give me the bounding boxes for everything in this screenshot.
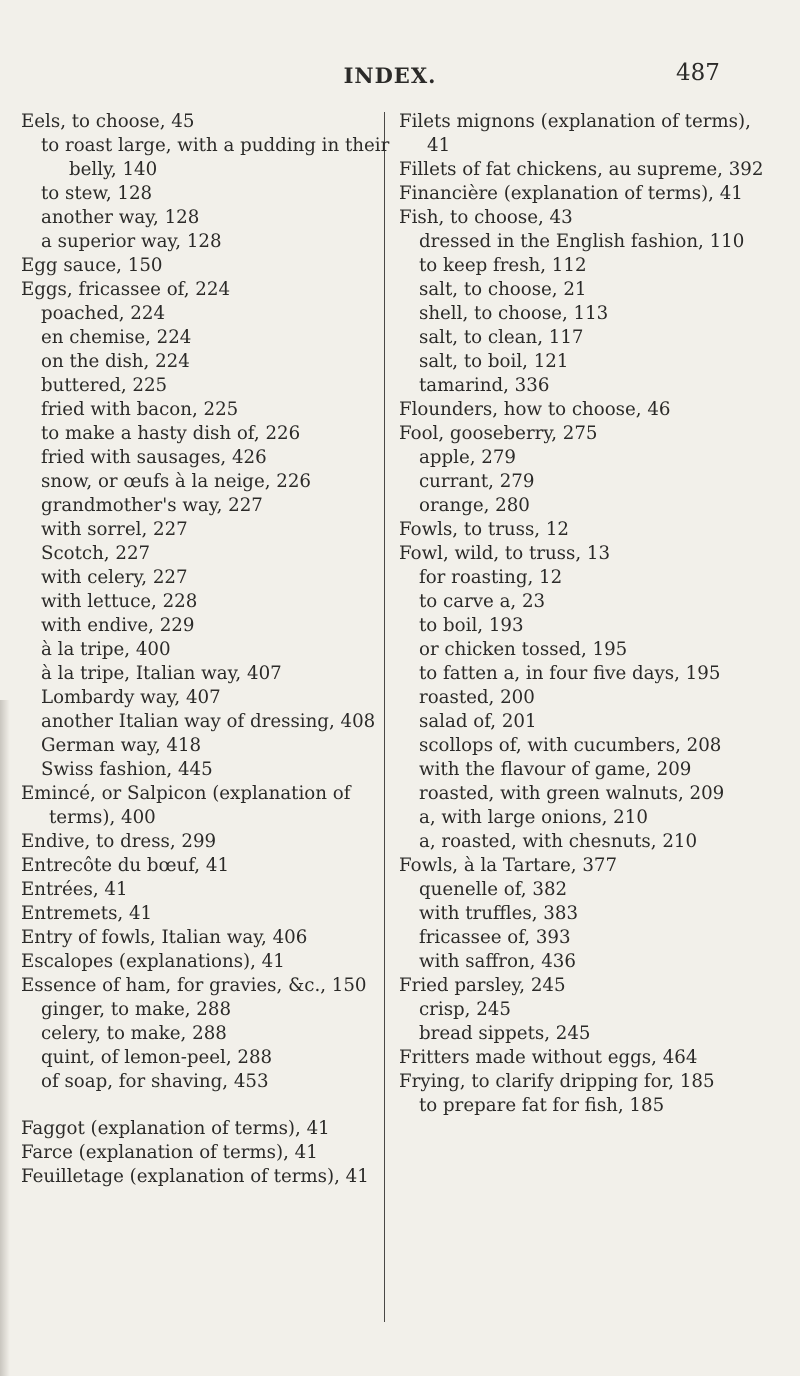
index-subentry: to carve a, 23 <box>419 591 546 612</box>
index-subentry: bread sippets, 245 <box>419 1023 591 1044</box>
index-entry: Flounders, how to choose, 46 <box>399 399 671 420</box>
index-subentry: with saffron, 436 <box>419 951 576 972</box>
index-subentry: to fatten a, in four five days, 195 <box>419 663 721 684</box>
index-entry: Entrecôte du bœuf, 41 <box>21 855 230 876</box>
index-subentry: roasted, with green walnuts, 209 <box>419 783 725 804</box>
index-subentry: scollops of, with cucumbers, 208 <box>419 735 722 756</box>
index-subentry: a, roasted, with chesnuts, 210 <box>419 831 698 852</box>
index-subentry: another way, 128 <box>41 207 200 228</box>
index-subentry: fried with sausages, 426 <box>41 447 267 468</box>
index-subentry: to stew, 128 <box>41 183 153 204</box>
index-subentry: with celery, 227 <box>41 567 188 588</box>
index-subentry: with truffles, 383 <box>419 903 579 924</box>
index-subentry: à la tripe, Italian way, 407 <box>41 663 282 684</box>
index-subentry: to make a hasty dish of, 226 <box>41 423 301 444</box>
index-column-left <box>21 110 393 1189</box>
index-subentry: à la tripe, 400 <box>41 639 171 660</box>
page-title: INDEX. <box>343 63 437 88</box>
index-subentry: fricassee of, 393 <box>419 927 571 948</box>
index-entry: Fowls, to truss, 12 <box>399 519 569 540</box>
index-subentry: to prepare fat for fish, 185 <box>419 1095 665 1116</box>
index-subentry: celery, to make, 288 <box>41 1023 227 1044</box>
index-subentry: with sorrel, 227 <box>41 519 188 540</box>
index-subentry: a, with large onions, 210 <box>419 807 648 828</box>
index-subentry: Swiss fashion, 445 <box>41 759 213 780</box>
index-entry: Fowls, à la Tartare, 377 <box>399 855 618 876</box>
index-subentry: quenelle of, 382 <box>419 879 568 900</box>
index-entry: Eels, to choose, 45 <box>21 111 195 132</box>
index-subentry: a superior way, 128 <box>41 231 222 252</box>
index-subentry: fried with bacon, 225 <box>41 399 239 420</box>
index-entry: Faggot (explanation of terms), 41 <box>21 1118 330 1139</box>
index-subentry: with endive, 229 <box>41 615 195 636</box>
index-subentry: tamarind, 336 <box>419 375 550 396</box>
index-subentry: Scotch, 227 <box>41 543 151 564</box>
index-subentry: Lombardy way, 407 <box>41 687 221 708</box>
index-subentry: to keep fresh, 112 <box>419 255 587 276</box>
index-subentry: quint, of lemon-peel, 288 <box>41 1047 273 1068</box>
index-entry: Endive, to dress, 299 <box>21 831 217 852</box>
index-entry: Entry of fowls, Italian way, 406 <box>21 927 308 948</box>
index-entry: Fritters made without eggs, 464 <box>399 1047 698 1068</box>
index-subentry: currant, 279 <box>419 471 535 492</box>
index-entry: Fish, to choose, 43 <box>399 207 573 228</box>
index-subentry: grandmother's way, 227 <box>41 495 263 516</box>
index-entry: Fried parsley, 245 <box>399 975 566 996</box>
index-entry: Essence of ham, for gravies, &c., 150 <box>21 975 367 996</box>
index-entry: Financière (explanation of terms), 41 <box>399 183 743 204</box>
index-entry: Egg sauce, 150 <box>21 255 163 276</box>
index-entry: Fowl, wild, to truss, 13 <box>399 543 611 564</box>
index-entry: Filets mignons (explanation of terms), 41 <box>399 111 751 156</box>
index-subentry: crisp, 245 <box>419 999 511 1020</box>
index-subentry: poached, 224 <box>41 303 166 324</box>
index-entry: Escalopes (explanations), 41 <box>21 951 285 972</box>
page-number: 487 <box>676 60 720 86</box>
index-entry: Emincé, or Salpicon (explanation of terms), 400 <box>21 783 351 828</box>
index-subentry: buttered, 225 <box>41 375 168 396</box>
index-subentry: salt, to boil, 121 <box>419 351 569 372</box>
index-entry: Entremets, 41 <box>21 903 153 924</box>
index-entry: Frying, to clarify dripping for, 185 <box>399 1071 715 1092</box>
index-entry: Fillets of fat chickens, au supreme, 392 <box>399 159 764 180</box>
index-subentry: ginger, to make, 288 <box>41 999 232 1020</box>
index-subentry: of soap, for shaving, 453 <box>41 1071 269 1092</box>
index-subentry: dressed in the English fashion, 110 <box>419 231 745 252</box>
index-entry: Feuilletage (explanation of terms), 41 <box>21 1166 369 1187</box>
binding-shadow <box>0 700 10 1376</box>
index-subentry: apple, 279 <box>419 447 516 468</box>
index-entry: Entrées, 41 <box>21 879 128 900</box>
index-subentry: German way, 418 <box>41 735 202 756</box>
index-subentry: salad of, 201 <box>419 711 537 732</box>
index-entry: Farce (explanation of terms), 41 <box>21 1142 318 1163</box>
index-subentry: with the flavour of game, 209 <box>419 759 692 780</box>
index-subentry: with lettuce, 228 <box>41 591 198 612</box>
index-subentry: snow, or œufs à la neige, 226 <box>41 471 311 492</box>
index-subentry: on the dish, 224 <box>41 351 190 372</box>
index-entry: Fool, gooseberry, 275 <box>399 423 598 444</box>
index-subentry: for roasting, 12 <box>419 567 563 588</box>
index-entry: Eggs, fricassee of, 224 <box>21 279 231 300</box>
index-subentry: roasted, 200 <box>419 687 535 708</box>
index-subentry: another Italian way of dressing, 408 <box>41 711 376 732</box>
index-subentry: to boil, 193 <box>419 615 524 636</box>
index-subentry: or chicken tossed, 195 <box>419 639 628 660</box>
index-column-right <box>399 110 771 1118</box>
index-subentry: salt, to choose, 21 <box>419 279 587 300</box>
index-subentry: en chemise, 224 <box>41 327 192 348</box>
index-subentry: to roast large, with a pudding in their belly, 140 <box>41 135 390 180</box>
index-subentry: salt, to clean, 117 <box>419 327 584 348</box>
index-subentry: orange, 280 <box>419 495 530 516</box>
index-subentry: shell, to choose, 113 <box>419 303 609 324</box>
